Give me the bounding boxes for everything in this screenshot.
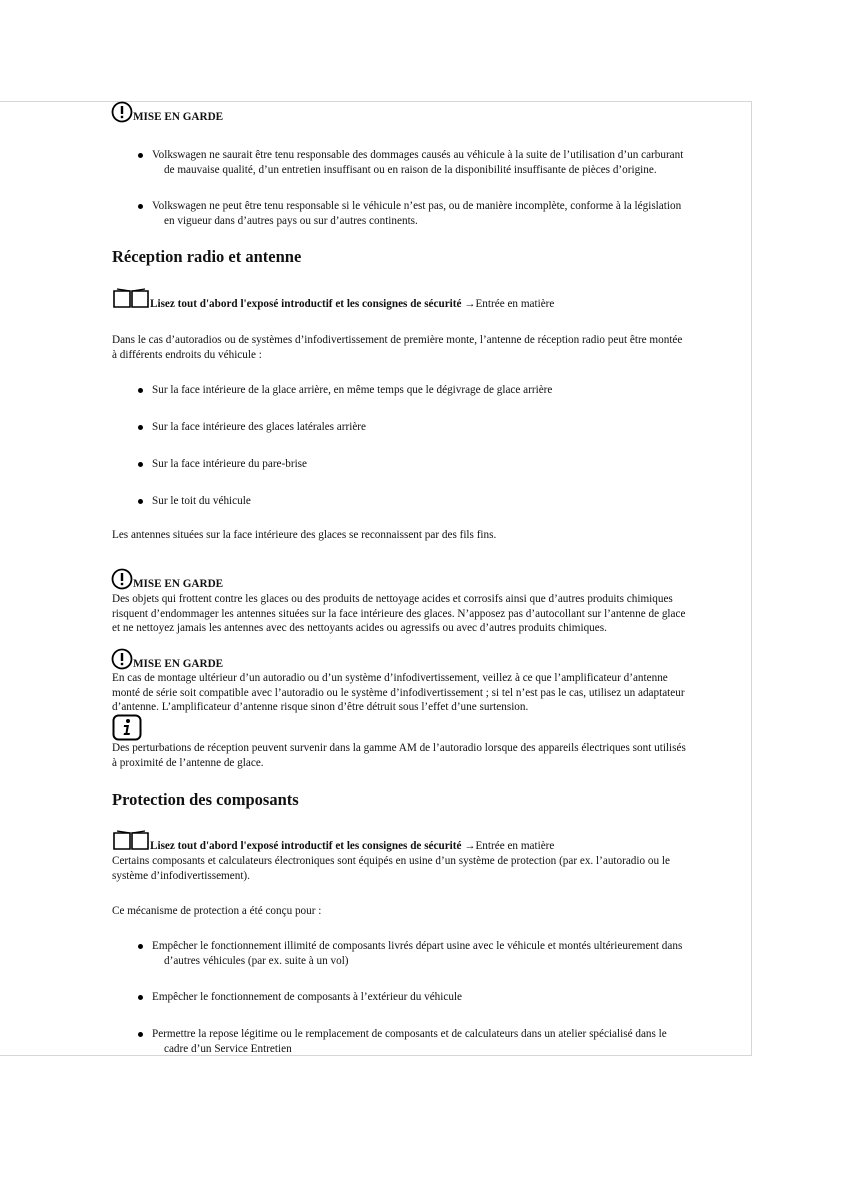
list-item: Empêcher le fonctionnement de composants à l’extérieur du véhicule [138, 990, 738, 1005]
section-heading: Réception radio et antenne [112, 247, 302, 266]
intro-link[interactable]: →Entrée en matière [464, 298, 555, 310]
warning-title: MISE EN GARDE [133, 658, 224, 670]
warning-icon [111, 101, 133, 123]
book-icon [112, 830, 150, 852]
list-item: Sur la face intérieure des glaces latérales arrière [138, 420, 738, 435]
section-heading: Protection des composants [112, 790, 299, 809]
paragraph: Ce mécanisme de protection a été conçu pour : [112, 905, 322, 917]
read-instructions: Lisez tout d'abord l'exposé introductif et les consignes de sécurité →Entrée en matière [150, 840, 555, 852]
intro-link[interactable]: →Entrée en matière [464, 840, 555, 852]
warning-text: Des objets qui frottent contre les glaces ou des produits de nettoyage acides et corrosifs ainsi que d’autres produits chimiques risquent d’endommager les antennes situées sur la face intérieure des glaces. N’apposez pas d’autocollant sur l’antenne de glace et ne nettoyez jamais les antennes avec des nettoyants acides ou agressifs ou avec d’autres produits chimiques. [112, 593, 686, 634]
paragraph: Dans le cas d’autoradios ou de systèmes d’infodivertissement de première monte, l’antenne de réception radio peut être montée à différents endroits du véhicule : [112, 334, 683, 361]
list-item: Sur le toit du véhicule [138, 494, 738, 509]
list-item: Sur la face intérieure du pare-brise [138, 457, 738, 472]
warning-icon [111, 648, 133, 670]
list-item: Volkswagen ne peut être tenu responsable si le véhicule n’est pas, ou de manière incomplète, conforme à la législation en vigueur dans d’autres pays ou sur d’autres continents. [138, 199, 738, 228]
warning-text: En cas de montage ultérieur d’un autoradio ou d’un système d’infodivertissement, veillez à ce que l’amplificateur d’antenne monté de série soit compatible avec l’autoradio ou le système d’infodivertissement ; si tel n’est pas le cas, utilisez un adaptateur d’antenne. L’amplificateur d’antenne risque sinon d’être détruit sous l’effet d’une surtension. [112, 672, 685, 713]
list-item: Empêcher le fonctionnement illimité de composants livrés départ usine avec le véhicule et montés ultérieurement dans d’autres véhicules (par ex. suite à un vol) [138, 939, 738, 968]
read-instructions: Lisez tout d'abord l'exposé introductif et les consignes de sécurité →Entrée en matière [150, 298, 555, 310]
list-item: Permettre la repose légitime ou le remplacement de composants et de calculateurs dans un atelier spécialisé dans le cadre d’un Service Entretien [138, 1027, 738, 1056]
list-item: Sur la face intérieure de la glace arrière, en même temps que le dégivrage de glace arrière [138, 383, 738, 398]
warning-title: MISE EN GARDE [133, 111, 224, 123]
paragraph: Les antennes situées sur la face intérieure des glaces se reconnaissent par des fils fins. [112, 529, 497, 541]
info-text: Des perturbations de réception peuvent survenir dans la gamme AM de l’autoradio lorsque des appareils électriques sont utilisés à proximité de l’antenne de glace. [112, 742, 686, 769]
book-icon [112, 288, 150, 310]
info-icon [112, 714, 142, 741]
list-item: Volkswagen ne saurait être tenu responsable des dommages causés au véhicule à la suite de l’utilisation d’un carburant de mauvaise qualité, d’un entretien insuffisant ou en raison de la disponibilité insuffisante de pièces d’origine. [138, 148, 738, 177]
paragraph: Certains composants et calculateurs électroniques sont équipés en usine d’un système de protection (par ex. l’autoradio ou le système d’infodivertissement). [112, 855, 670, 882]
warning-icon [111, 568, 133, 590]
warning-title: MISE EN GARDE [133, 578, 224, 590]
